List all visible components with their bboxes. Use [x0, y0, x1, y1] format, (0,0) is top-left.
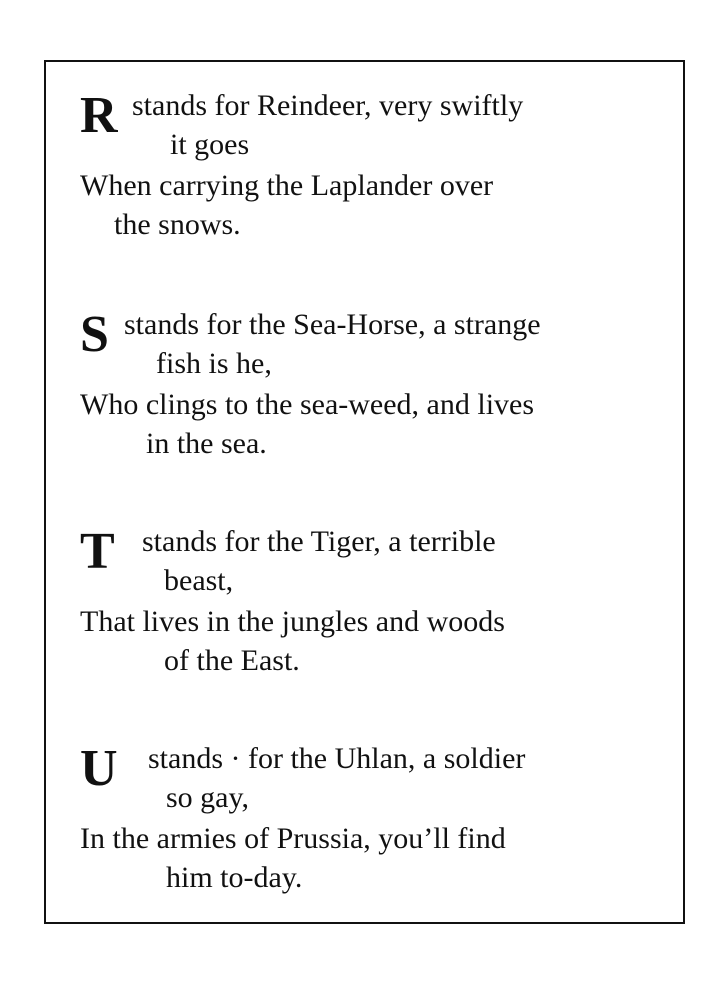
verse-line-2: so gay, [166, 781, 250, 814]
verse-line-1: stands for Reindeer, very swiftly [132, 89, 524, 122]
drop-cap-t: T [80, 523, 115, 580]
verse-line-4: him to-day. [166, 861, 303, 894]
verse-line-3: When carrying the Laplander over [80, 169, 494, 202]
verse-line-4: of the East. [164, 644, 300, 677]
verse-u [80, 739, 664, 904]
drop-cap-r: R [80, 87, 118, 144]
verse-s [80, 305, 664, 470]
verse-line-2: fish is he, [156, 347, 272, 380]
verse-line-1: stands for the Tiger, a terrible [142, 525, 496, 558]
verse-line-2: it goes [170, 128, 250, 161]
page-border [44, 60, 685, 924]
verse-t [80, 522, 664, 687]
verse-line-1: stands for the Sea-Horse, a strange [124, 308, 541, 341]
verse-line-3: In the armies of Prussia, you’ll find [80, 822, 506, 855]
verse-line-3: Who clings to the sea-weed, and lives [80, 388, 535, 421]
verse-line-2: beast, [164, 564, 234, 597]
verse-line-4: in the sea. [146, 427, 267, 460]
verse-r [80, 86, 664, 251]
verse-line-3: That lives in the jungles and woods [80, 605, 505, 638]
verse-line-1: stands · for the Uhlan, a soldier [148, 742, 526, 775]
drop-cap-u: U [80, 740, 118, 797]
drop-cap-s: S [80, 306, 109, 363]
verse-line-4: the snows. [114, 208, 241, 241]
